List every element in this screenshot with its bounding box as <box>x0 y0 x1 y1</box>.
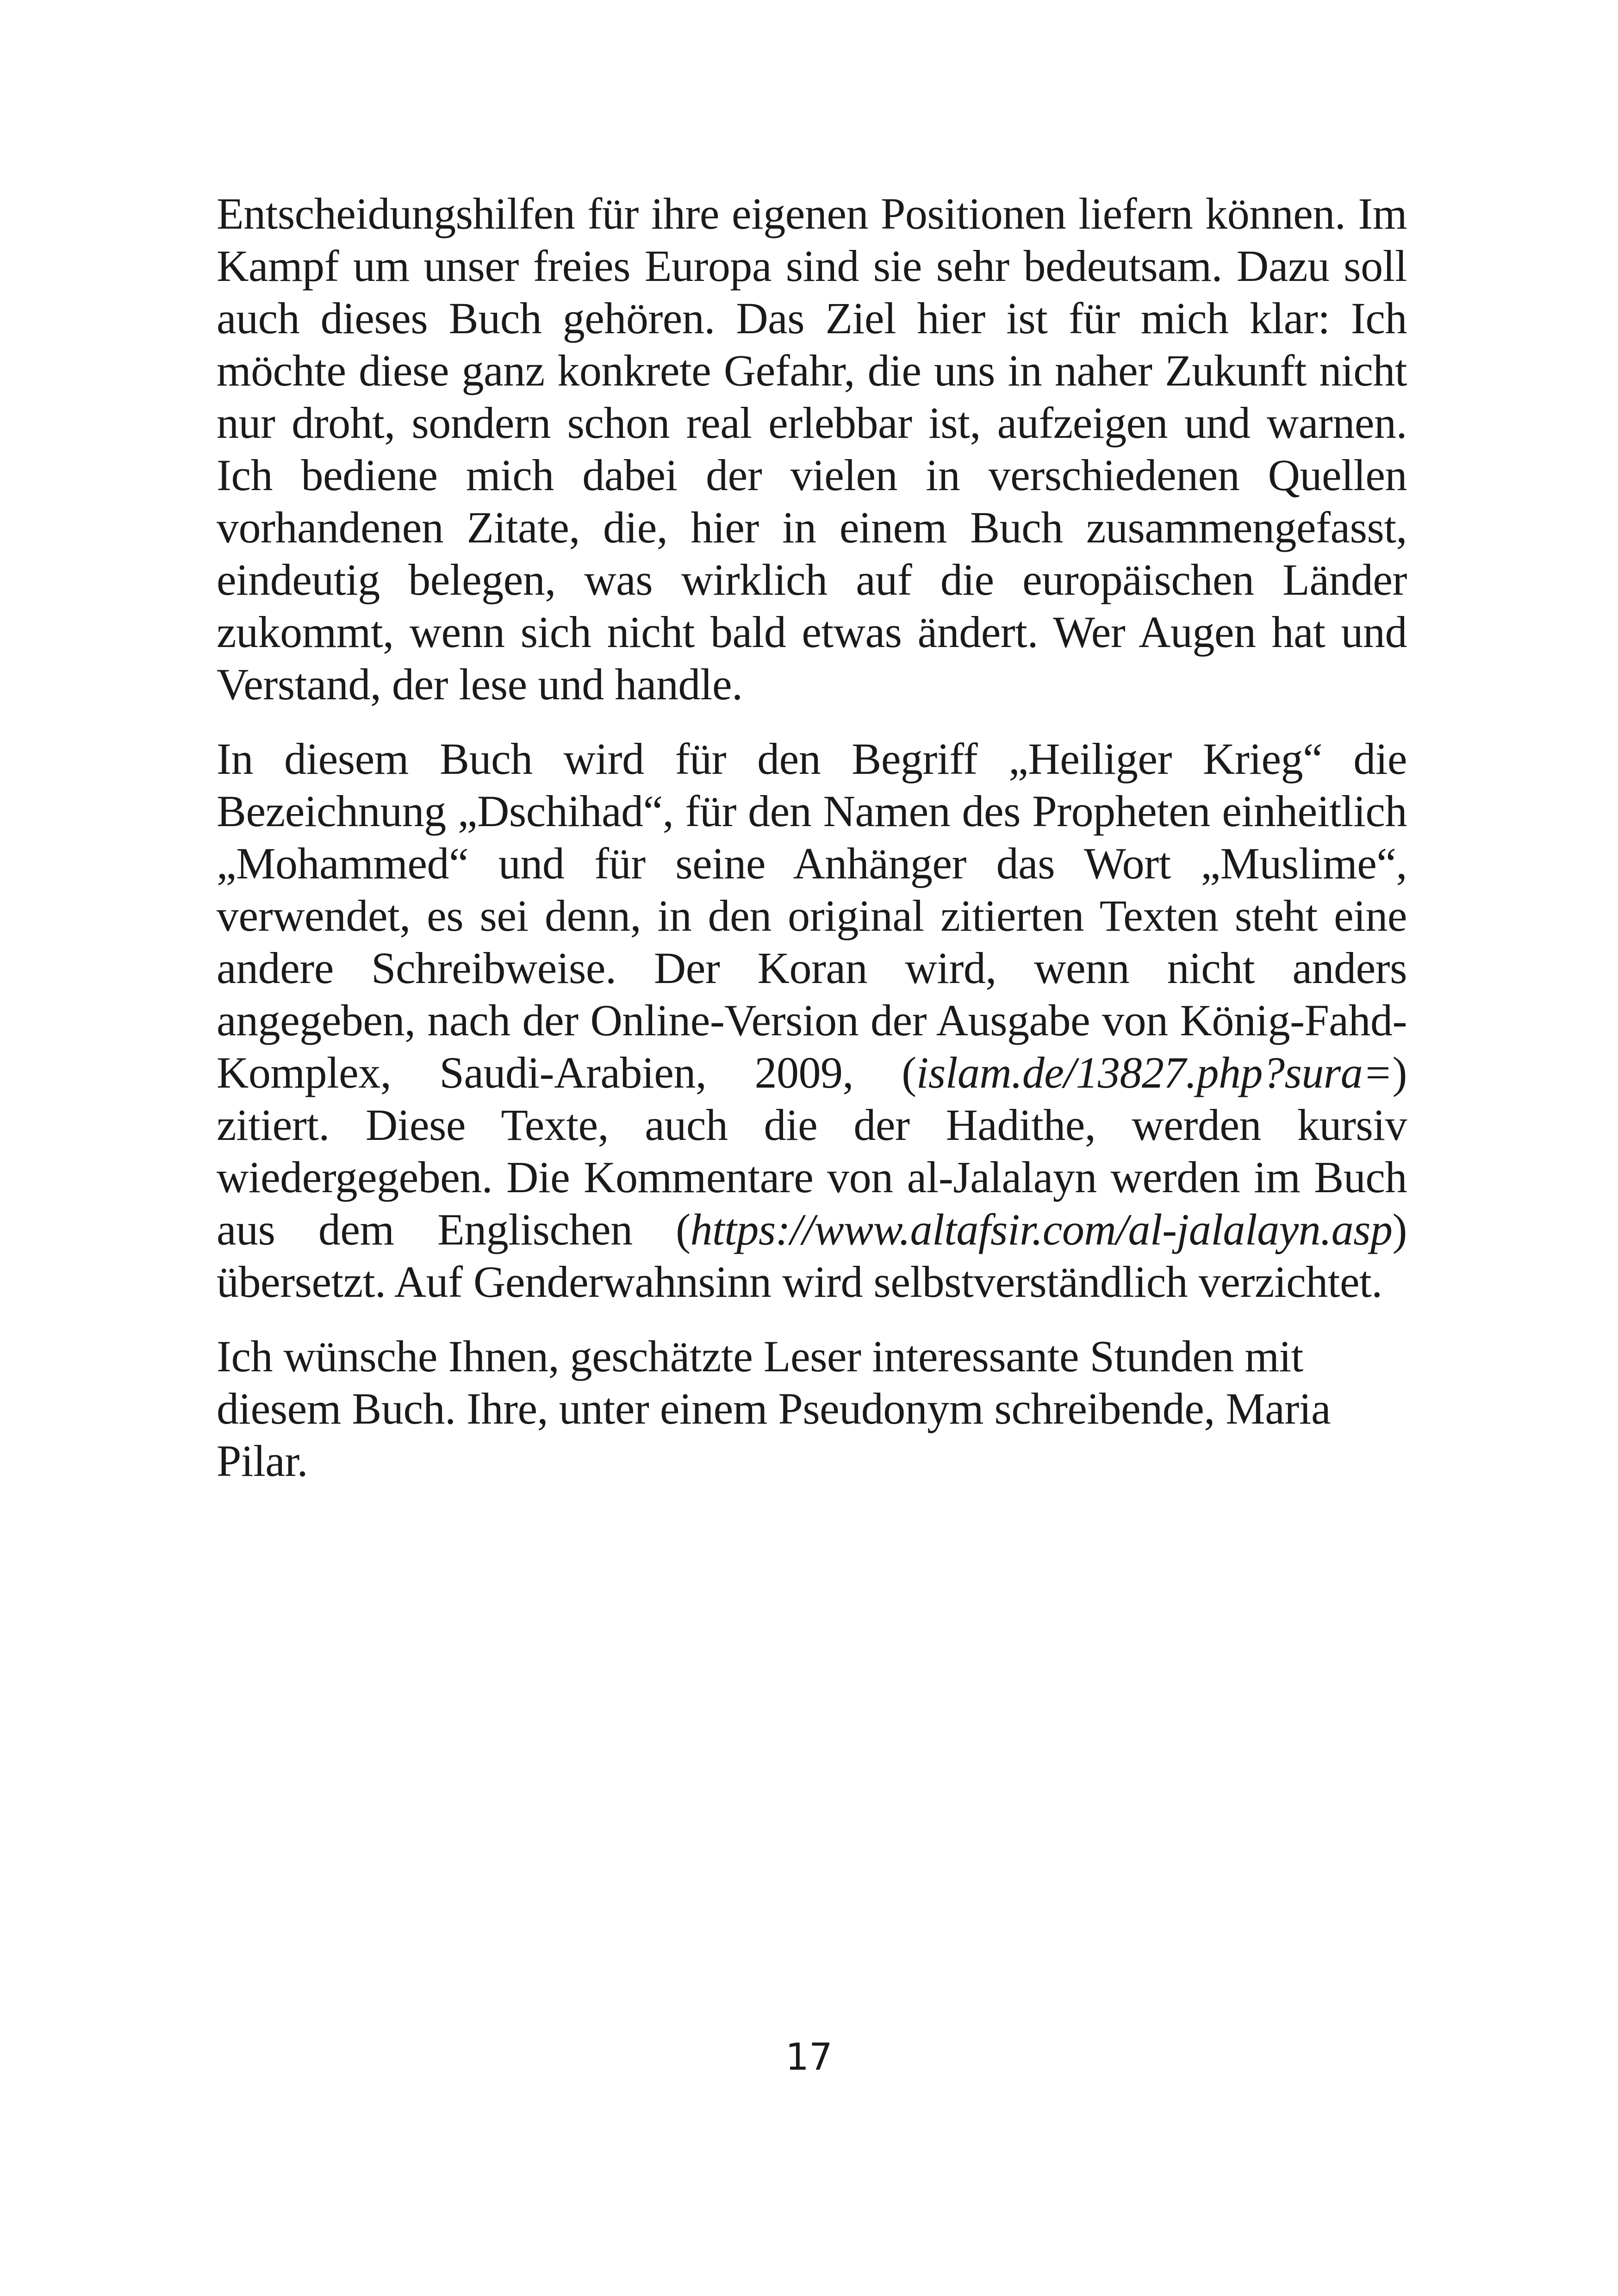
paragraph-2-text-a: In diesem Buch wird für den Begriff „Heiliger Krieg“ die Bezeichnung „Dschihad“, für den Namen des Propheten einheitlich „Mohammed“ und für seine Anhänger das Wort „Muslime“, verwendet, es sei denn, in den original zitierten Texten steht eine andere Schreibweise. Der Koran wird, wenn nicht anders angegeben, nach der Online-Version der Ausgabe von König-Fahd-Komplex, Saudi-Arabien, 2009, ( <box>217 734 1407 1097</box>
paragraph-1 <box>217 187 1407 710</box>
jalalayn-source-link: https://www.altafsir.com/al-jalalayn.asp <box>690 1205 1393 1254</box>
body-text <box>217 187 1407 1509</box>
paragraph-2-text-b: ) zitiert. Diese Texte, auch die der Hadithe, werden kursiv wiedergegeben. Die Kommentare von al-Jalalayn werden im Buch aus dem Englischen ( <box>217 1048 1407 1254</box>
page-number: 17 <box>785 2035 833 2078</box>
paragraph-3 <box>217 1330 1407 1487</box>
paragraph-2 <box>217 733 1407 1308</box>
koran-source-link: islam.de/13827.php?sura= <box>916 1048 1393 1097</box>
paragraph-3-text: Ich wünsche Ihnen, geschätzte Leser interessante Stunden mit diesem Buch. Ihre, unter einem Pseudonym schreibende, Maria Pilar. <box>217 1332 1331 1486</box>
paragraph-2-text-c: ) übersetzt. Auf Genderwahnsinn wird selbstverständlich verzichtet. <box>217 1205 1407 1307</box>
paragraph-1-text: Entscheidungshilfen für ihre eigenen Positionen liefern können. Im Kampf um unser freies Europa sind sie sehr bedeutsam. Dazu soll auch dieses Buch gehören. Das Ziel hier ist für mich klar: Ich möchte diese ganz konkrete Gefahr, die uns in naher Zukunft nicht nur droht, sondern schon real erlebbar ist, aufzeigen und warnen. Ich bediene mich dabei der vielen in verschiedenen Quellen vorhandenen Zitate, die, hier in einem Buch zusammengefasst, eindeutig belegen, was wirklich auf die europäischen Länder zukommt, wenn sich nicht bald etwas ändert. Wer Augen hat und Verstand, der lese und handle. <box>217 189 1407 709</box>
